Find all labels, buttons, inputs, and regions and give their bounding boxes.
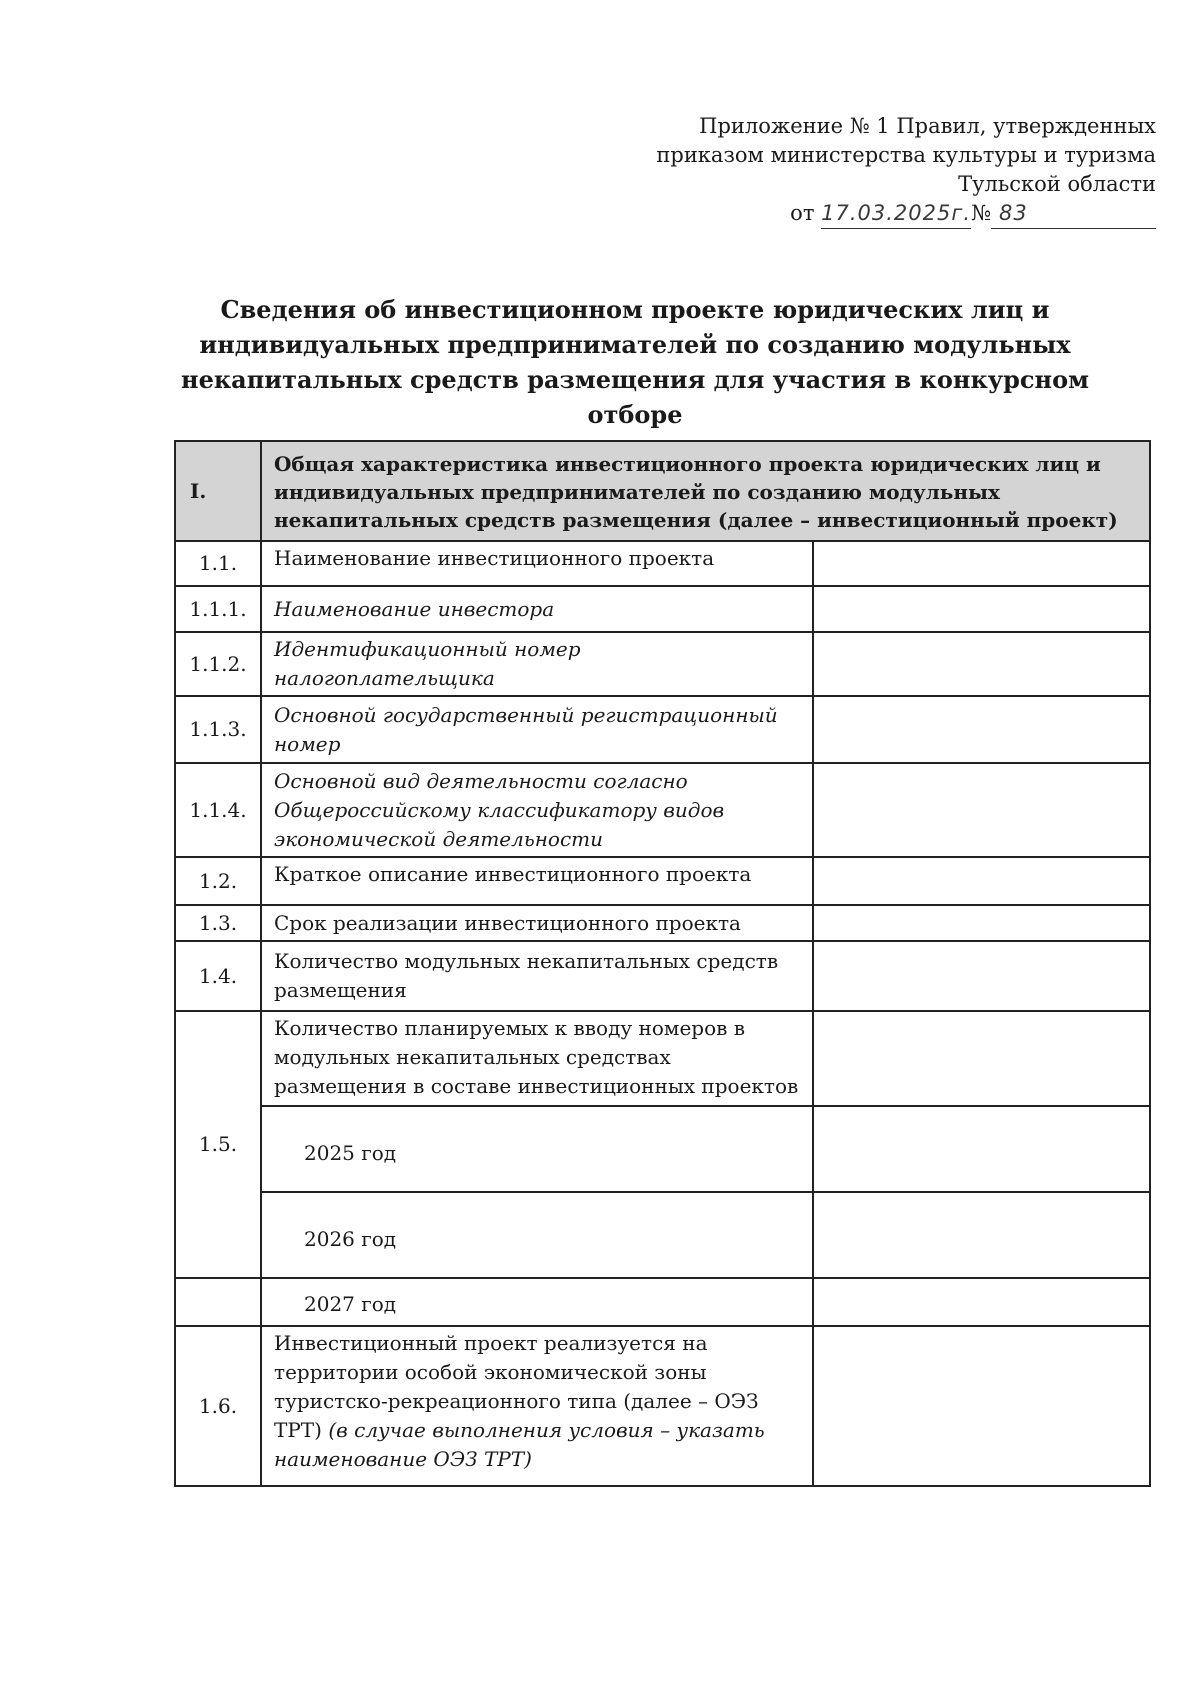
row-number-empty bbox=[175, 1278, 261, 1326]
title-line-2: индивидуальных предпринимателей по созданию модульных bbox=[199, 330, 1071, 359]
row-label: Наименование инвестора bbox=[261, 586, 813, 632]
row-value-cell[interactable] bbox=[813, 941, 1150, 1011]
section-number: I. bbox=[175, 441, 261, 541]
row-value-cell[interactable] bbox=[813, 1326, 1150, 1486]
title-line-1: Сведения об инвестиционном проекте юридических лиц и bbox=[220, 295, 1050, 324]
number-prefix: № bbox=[971, 201, 991, 225]
year-row bbox=[175, 1278, 1150, 1326]
row-value-cell[interactable] bbox=[813, 857, 1150, 905]
row-value-cell[interactable] bbox=[813, 763, 1150, 857]
row-number: 1.1.3. bbox=[175, 696, 261, 763]
appendix-header bbox=[596, 112, 1156, 229]
row-label: Основной государственный регистрационный номер bbox=[261, 696, 813, 763]
row-label: Количество планируемых к вводу номеров в модульных некапитальных средствах размещения в составе инвестиционных проектов bbox=[261, 1011, 813, 1106]
row-value-cell[interactable] bbox=[813, 586, 1150, 632]
row-label: Срок реализации инвестиционного проекта bbox=[261, 905, 813, 941]
row-value-cell[interactable] bbox=[813, 696, 1150, 763]
row-number: 1.1. bbox=[175, 541, 261, 586]
row-number: 1.1.2. bbox=[175, 632, 261, 696]
handwritten-number: 83 bbox=[991, 199, 1156, 229]
handwritten-date: 17.03.2025г. bbox=[821, 199, 971, 229]
row-label: Инвестиционный проект реализуется на территории особой экономической зоны туристско-рекреационного типа (далее – ОЭЗ ТРТ) bbox=[274, 1331, 759, 1442]
table-row bbox=[175, 1326, 1150, 1486]
row-label: Идентификационный номер налогоплательщика bbox=[261, 632, 813, 696]
row-value-cell[interactable] bbox=[813, 1278, 1150, 1326]
row-number: 1.5. bbox=[175, 1011, 261, 1278]
investment-project-table bbox=[174, 440, 1151, 1487]
row-number: 1.1.1. bbox=[175, 586, 261, 632]
row-number: 1.1.4. bbox=[175, 763, 261, 857]
row-label: Наименование инвестиционного проекта bbox=[261, 541, 813, 586]
date-prefix: от bbox=[790, 201, 815, 225]
table-row bbox=[175, 763, 1150, 857]
row-value-cell[interactable] bbox=[813, 1192, 1150, 1278]
appendix-date-line bbox=[596, 199, 1156, 229]
document-title bbox=[150, 292, 1120, 432]
row-number: 1.3. bbox=[175, 905, 261, 941]
row-value-cell[interactable] bbox=[813, 541, 1150, 586]
row-number: 1.6. bbox=[175, 1326, 261, 1486]
appendix-line-3: Тульской области bbox=[958, 172, 1156, 196]
table-row bbox=[175, 941, 1150, 1011]
row-value-cell[interactable] bbox=[813, 632, 1150, 696]
section-header-row bbox=[175, 441, 1150, 541]
appendix-line-1: Приложение № 1 Правил, утвержденных bbox=[699, 114, 1156, 138]
year-row bbox=[175, 1192, 1150, 1278]
year-label: 2025 год bbox=[261, 1106, 813, 1192]
row-value-cell[interactable] bbox=[813, 1106, 1150, 1192]
row-number: 1.2. bbox=[175, 857, 261, 905]
row-number: 1.4. bbox=[175, 941, 261, 1011]
table-row bbox=[175, 586, 1150, 632]
table-row bbox=[175, 905, 1150, 941]
appendix-line-2: приказом министерства культуры и туризма bbox=[656, 143, 1156, 167]
title-line-3: некапитальных средств размещения для участия в конкурсном отборе bbox=[181, 365, 1089, 429]
row-label: Количество модульных некапитальных средств размещения bbox=[261, 941, 813, 1011]
table-row bbox=[175, 632, 1150, 696]
year-label: 2027 год bbox=[261, 1278, 813, 1326]
row-label-compound bbox=[261, 1326, 813, 1486]
row-value-cell[interactable] bbox=[813, 905, 1150, 941]
row-label: Краткое описание инвестиционного проекта bbox=[261, 857, 813, 905]
table-row bbox=[175, 696, 1150, 763]
row-label: Основной вид деятельности согласно Общероссийскому классификатору видов экономической деятельности bbox=[261, 763, 813, 857]
table-row bbox=[175, 541, 1150, 586]
table-row bbox=[175, 1011, 1150, 1106]
table-row bbox=[175, 857, 1150, 905]
row-value-cell[interactable] bbox=[813, 1011, 1150, 1106]
row-label-note: (в случае выполнения условия – указать наименование ОЭЗ ТРТ) bbox=[274, 1418, 765, 1471]
year-row bbox=[175, 1106, 1150, 1192]
section-title: Общая характеристика инвестиционного проекта юридических лиц и индивидуальных предпринимателей по созданию модульных некапитальных средств размещения (далее – инвестиционный проект) bbox=[261, 441, 1150, 541]
year-label: 2026 год bbox=[261, 1192, 813, 1278]
